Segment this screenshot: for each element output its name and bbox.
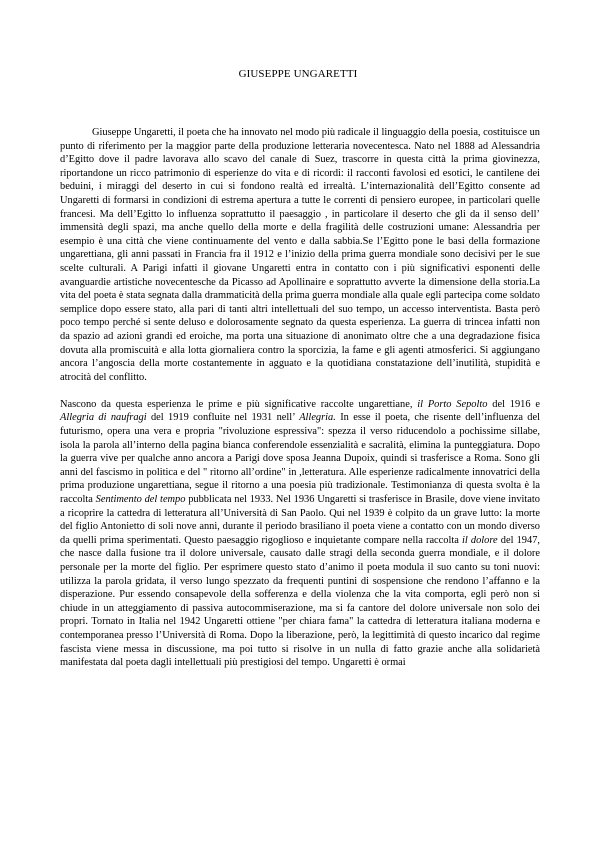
paragraph-2-text: pubblicata nel 1933. Nel 1936 Ungaretti si trasferisce in Brasile, dove viene invitato a ricoprire la cattedra di letteratura all’Università di San Paolo. Qui nel 1939 è colpito da un grave lutto: la morte del figlio Antonietto di soli nove anni, durante il periodo brasiliano il poeta viene a contatto con un mondo diverso da quelli prima sperimentati. Questo paesaggio rigoglioso e inquietante compare nella raccolta — [60, 494, 540, 546]
book-title-il-dolore: il dolore — [462, 534, 498, 546]
book-title-allegria: Allegria. — [299, 412, 336, 424]
paragraph-2 — [60, 398, 540, 670]
book-title-sentimento-del-tempo: Sentimento del tempo — [95, 494, 186, 506]
paragraph-2-text: del 1916 e — [487, 398, 540, 410]
book-title-allegria-di-naufragi: Allegria di naufragi — [60, 412, 147, 424]
paragraph-2-text: In esse il poeta, che risente dell’influenza del futurismo, opera una vera e propria "rivoluzione espressiva": spezza il verso riducendolo a pochissime sillabe, isola la parola all’interno della pagina bianca conferendole essenzialità e sacralità, elimina la punteggiatura. Dopo la guerra vive per qualche anno ancora a Parigi dove sposa Jeanna Dupoix, quindi si trasferisce a Roma. Sono gli anni del fascismo in politica e del " ritorno all’ordine" in ,letteratura. Alle esperienze radicalmente innovatrici della prima produzione ungarettiana, segue il ritorno a una poesia più tradizionale. Testimonianza di questa svolta è la raccolta — [60, 412, 540, 506]
document-body — [60, 126, 540, 670]
paragraph-2-text: del 1919 confluite nel 1931 nell’ — [146, 412, 300, 424]
paragraph-1: Giuseppe Ungaretti, il poeta che ha innovato nel modo più radicale il linguaggio della poesia, costituisce un punto di riferimento per la maggior parte della produzione letteraria novecentesca. Nato nel 1888 ad Alessandria d’Egitto dove il padre lavorava allo scavo del canale di Suez, trascorre in questa città la prima giovinezza, riportandone un ricco patrimonio di esperienze do vita e di ricordi: il racconti favolosi ed esotici, le cantilene dei beduini, i miraggi del deserto in cui si fondono realtà ed irrealtà. L’internazionalità dell’Egitto consente ad Ungaretti di formarsi in condizioni di estrema apertura a tutte le correnti di pensiero europee, in particolari quelle francesi. Ma dell’Egitto lo influenza soprattutto il paesaggio , in particolare il deserto che gli da il senso dell’ immensità degli spazi, ma anche quello della morte e della fragilità delle costruzioni umane: Alessandria per esempio è una città che viene continuamente del vento e dalla sabbia.Se l’Egitto pone le basi della formazione ungarettiana, gli anni passati in Francia fra il 1912 e l’inizio della prima guerra mondiale sono decisivi per le sue scelte culturali. A Parigi infatti il giovane Ungaretti entra in contatto con i più significativi esponenti delle avanguardie artistiche novecentesche da Picasso ad Apollinaire e soprattutto avverte la dimensione della storia.La vita del poeta è stata segnata dalla drammaticità della prima guerra mondiale alla quale egli partecipa come soldato semplice dopo essere stato, alla pari di tanti altri intellettuali del suo tempo, un accesso interventista. Basta però poco tempo perché si sente deluso e dolorosamente segnato da questa esperienza. La guerra di trincea infatti non da spazio ad azioni grandi ed eroiche, ma porta una situazione di anonimato oltre che a una degradazione fisica dovuta alla promiscuità e alla lotta giornaliera contro la sporcizia, la fame e gli agenti atmosferici. Si aggiungano ancora l’angoscia della morte costantemente in agguato e la quotidiana constatazione dell’inutilità, stupidità e atrocità del conflitto. — [60, 127, 540, 383]
paragraph-2-text: del 1947, che nasce dalla fusione tra il dolore universale, causato dalle stragi della seconda guerra mondiale, e il dolore personale per la morte del figlio. Per esprimere questo stato d’animo il poeta modula il suo canto su toni nuovi: utilizza la parola gridata, il verso lungo spezzato da frequenti puntini di sospensione che rendono l’affanno e la disperazione. Pur essendo consapevole della sofferenza e della violenza che la vita comporta, egli però non si chiude in un atteggiamento di passiva autocommiserazione, ma si fa cantore del dolore universale non solo dei propri. Tornato in Italia nel 1942 Ungaretti ottiene "per chiara fama" la cattedra di letteratura italiana moderna e contemporanea presso l’Università di Roma. Dopo la liberazione, però, la legittimità di questo incarico dal regime fascista viene messa in discussione, ma poi tutto si risolve in un nulla di fatto grazie anche alla solidarietà manifestata dal poeta dagli intellettuali più prestigiosi del tempo. Ungaretti è ormai — [60, 534, 540, 669]
paragraph-2-text: Nascono da questa esperienza le prime e più significative raccolte ungarettiane, — [60, 398, 418, 410]
book-title-porto-sepolto: il Porto Sepolto — [417, 398, 488, 410]
document-title: GIUSEPPE UNGARETTI — [238, 68, 358, 80]
